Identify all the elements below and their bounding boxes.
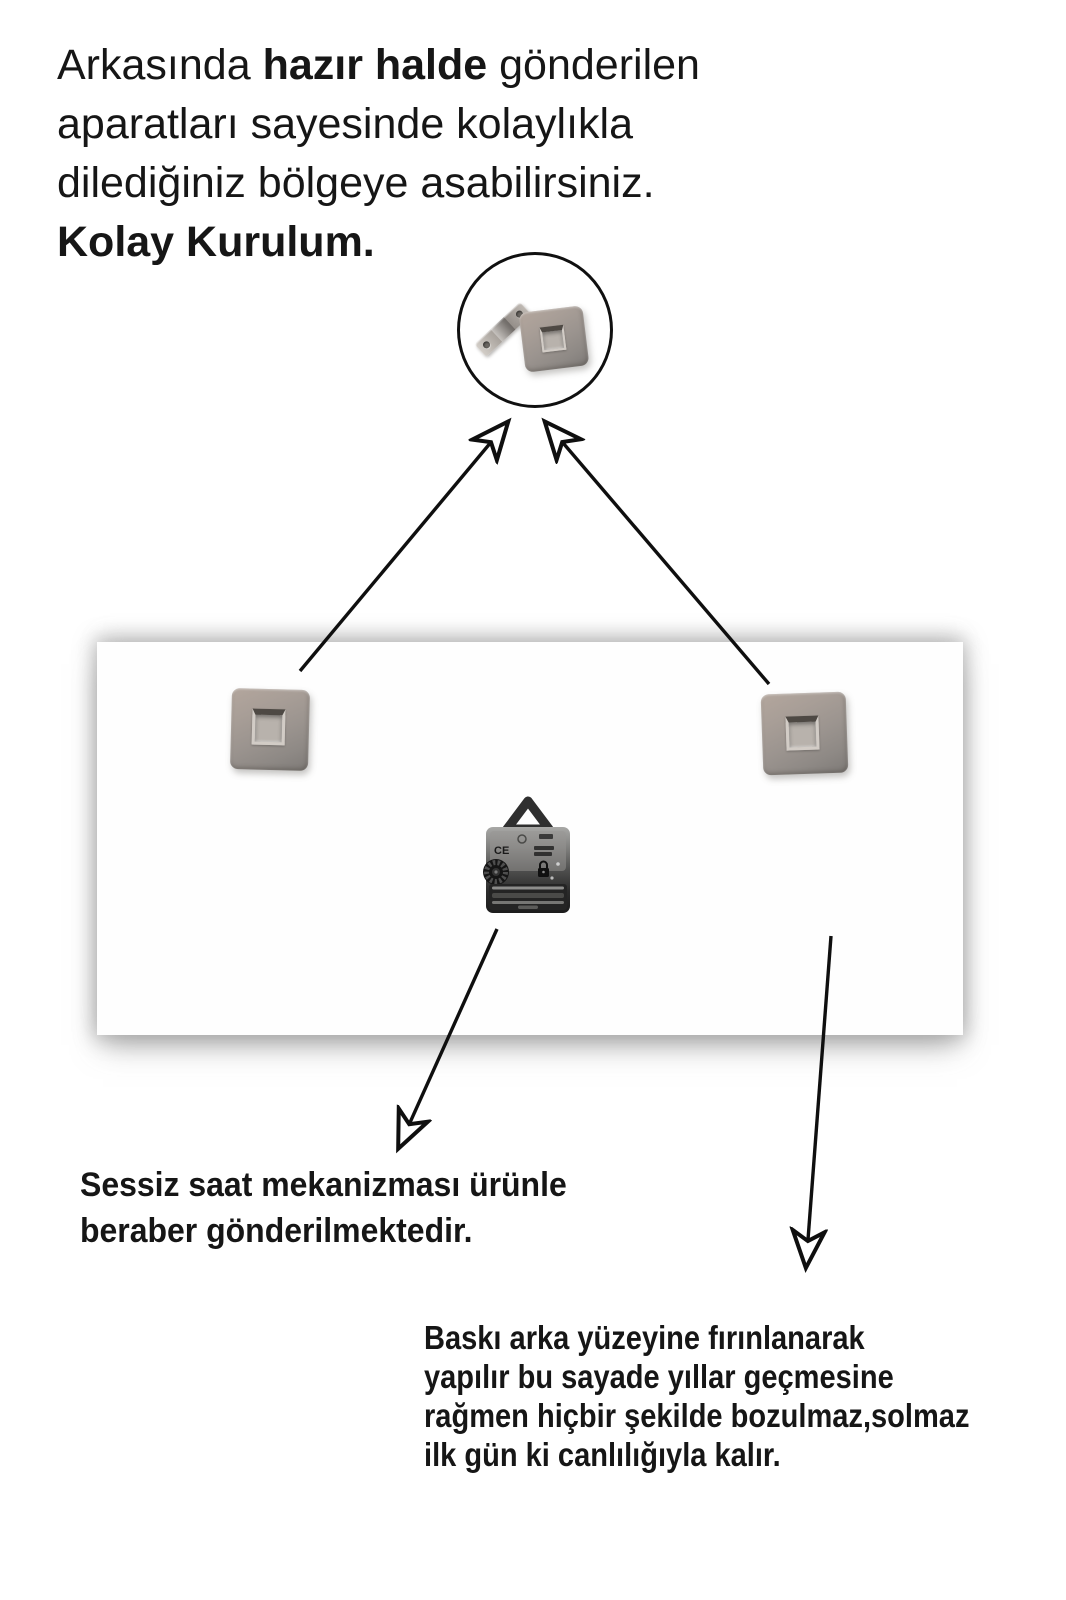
mounting-plate-hook bbox=[540, 325, 567, 353]
screw-dot-2 bbox=[550, 876, 553, 879]
mechanism-marking-3 bbox=[534, 852, 552, 856]
mounting-hardware-circle bbox=[457, 252, 613, 408]
intro-line1-bold: hazır halde bbox=[262, 41, 488, 89]
intro-line1-regular-b: gönderilen bbox=[487, 41, 700, 89]
print-note-line-3: rağmen hiçbir şekilde bozulmaz,solmaz bbox=[424, 1397, 970, 1434]
clock-mechanism-illustration bbox=[482, 794, 574, 916]
arrow-left-plate-to-hardware bbox=[300, 423, 507, 671]
print-note bbox=[424, 1318, 969, 1474]
intro-line-4-easy-setup: Kolay Kurulum. bbox=[57, 218, 375, 266]
intro-line-3: dilediğiniz bölgeye asabilirsiniz. bbox=[57, 159, 655, 207]
print-note-line-2: yapılır bu sayade yıllar geçmesine bbox=[424, 1358, 894, 1395]
mechanism-marking-1 bbox=[539, 834, 553, 839]
intro-line-1 bbox=[57, 36, 917, 95]
left-mounting-plate-hook bbox=[252, 709, 286, 746]
screw-dot-1 bbox=[556, 862, 560, 866]
mechanism-note bbox=[80, 1162, 567, 1254]
z-bracket-ridge bbox=[491, 317, 516, 342]
battery-compartment bbox=[489, 884, 567, 910]
mechanism-note-line-1: Sessiz saat mekanizması ürünle bbox=[80, 1166, 567, 1204]
intro-line1-regular-a: Arkasında bbox=[57, 41, 263, 89]
mechanism-marking-2 bbox=[534, 846, 554, 850]
right-mounting-plate bbox=[761, 692, 849, 776]
intro-text bbox=[57, 36, 917, 272]
clock-back-panel bbox=[97, 642, 963, 1035]
intro-line-2: aparatları sayesinde kolaylıkla bbox=[57, 100, 634, 148]
z-bracket-hole-left bbox=[482, 340, 492, 350]
print-note-line-4: ilk gün ki canlılığıyla kalır. bbox=[424, 1436, 781, 1473]
left-mounting-plate bbox=[230, 688, 310, 771]
mechanism-note-line-2: beraber gönderilmektedir. bbox=[80, 1212, 473, 1250]
print-note-line-1: Baskı arka yüzeyine fırınlanarak bbox=[424, 1319, 865, 1356]
time-set-gear-icon bbox=[483, 859, 509, 885]
mounting-plate-icon bbox=[519, 305, 590, 372]
right-mounting-plate-hook bbox=[785, 716, 819, 751]
ce-mark-label: CE bbox=[494, 845, 510, 857]
hanger-loop-icon bbox=[507, 801, 549, 829]
